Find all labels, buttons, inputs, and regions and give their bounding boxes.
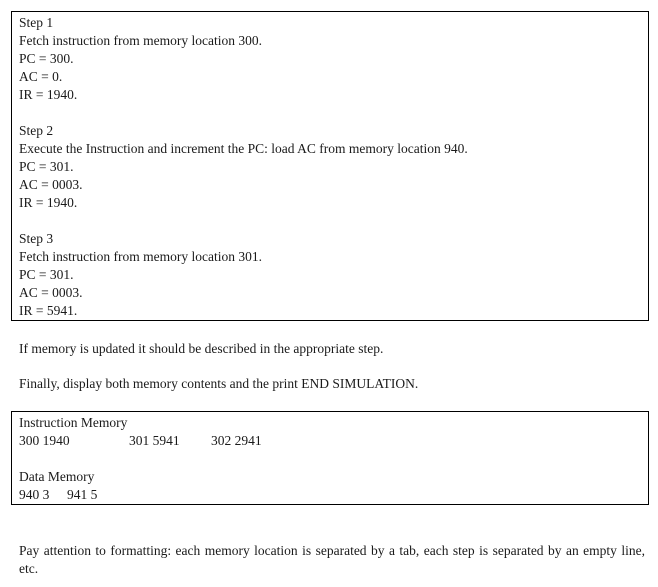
step-3-title: Step 3 xyxy=(19,231,54,246)
data-memory-cell: 941 5 xyxy=(67,487,98,502)
step-1-pc: PC = 300. xyxy=(19,51,74,66)
step-3-action: Fetch instruction from memory location 301. xyxy=(19,249,262,264)
step-2-title: Step 2 xyxy=(19,123,54,138)
data-memory-title: Data Memory xyxy=(19,469,95,484)
step-1-title: Step 1 xyxy=(19,15,54,30)
step-2-pc: PC = 301. xyxy=(19,159,74,174)
finally-note: Finally, display both memory contents and the print END SIMULATION. xyxy=(19,376,419,391)
data-memory-row xyxy=(19,486,641,504)
instruction-memory-title: Instruction Memory xyxy=(19,415,128,430)
step-2-ir: IR = 1940. xyxy=(19,195,78,210)
step-separator xyxy=(19,104,641,122)
step-1-action: Fetch instruction from memory location 300. xyxy=(19,33,262,48)
data-memory-cell: 940 3 xyxy=(19,487,50,502)
step-2-action: Execute the Instruction and increment the PC: load AC from memory location 940. xyxy=(19,141,468,156)
memory-update-note: If memory is updated it should be described in the appropriate step. xyxy=(19,341,384,356)
instruction-memory-row xyxy=(19,432,641,450)
section-separator xyxy=(19,450,641,468)
step-3-pc: PC = 301. xyxy=(19,267,74,282)
step-1-ir: IR = 1940. xyxy=(19,87,78,102)
simulation-trace-box xyxy=(11,11,649,321)
step-1-ac: AC = 0. xyxy=(19,69,63,84)
step-3-ac: AC = 0003. xyxy=(19,285,83,300)
instruction-memory-cell: 302 2941 xyxy=(211,433,262,448)
step-3-ir: IR = 5941. xyxy=(19,303,78,318)
memory-contents-box xyxy=(11,411,649,505)
step-2-ac: AC = 0003. xyxy=(19,177,83,192)
formatting-note: Pay attention to formatting: each memory location is separated by a tab, each step is separated by an empty line, etc. xyxy=(19,543,645,576)
instruction-memory-cell: 301 5941 xyxy=(129,433,180,448)
step-separator xyxy=(19,212,641,230)
instruction-memory-cell: 300 1940 xyxy=(19,433,70,448)
